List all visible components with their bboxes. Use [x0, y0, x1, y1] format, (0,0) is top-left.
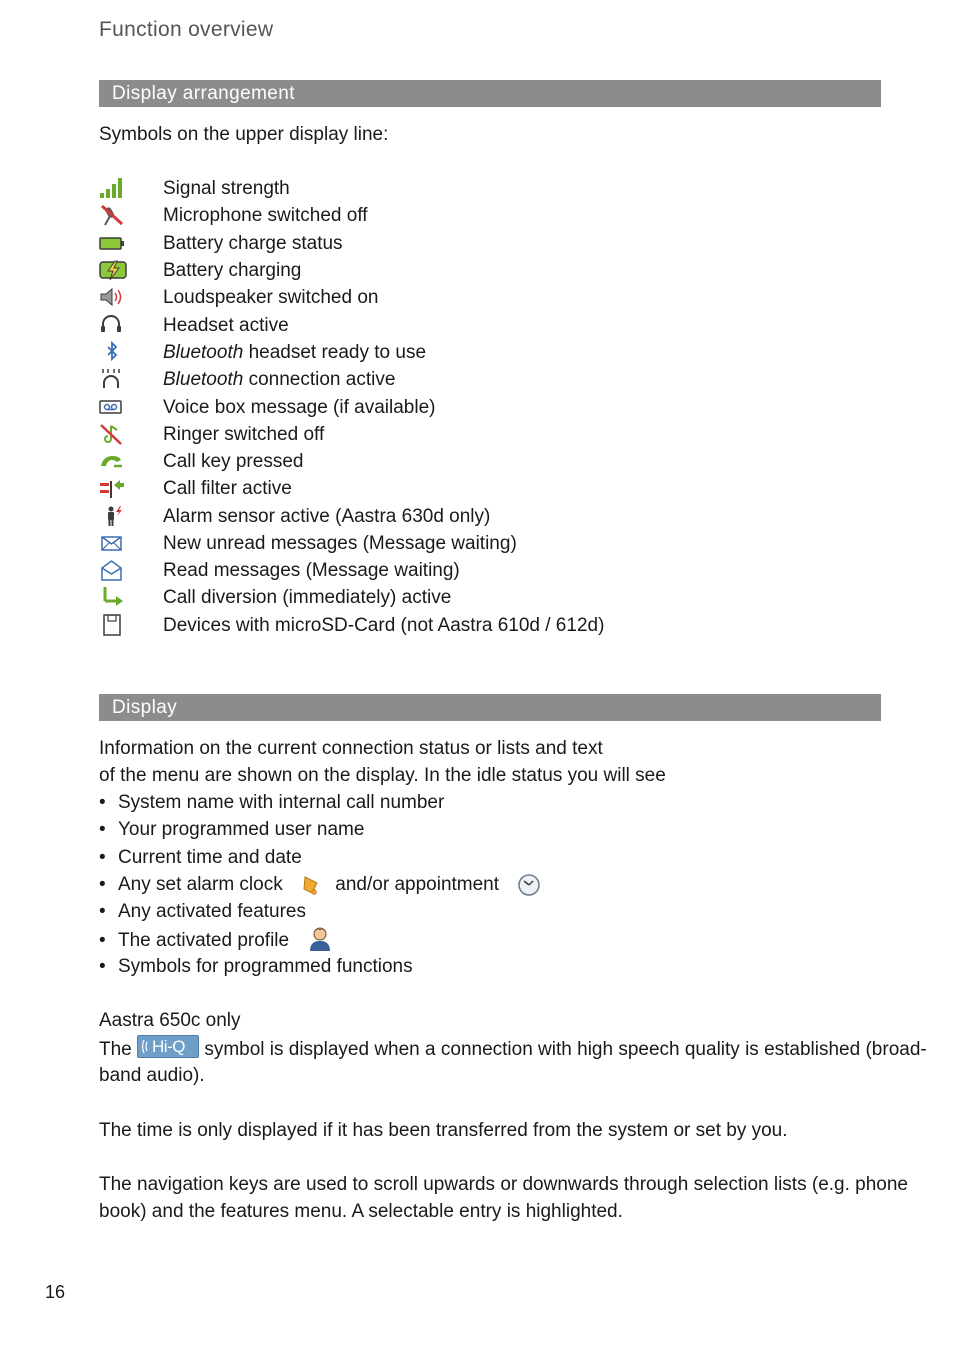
- section-header-display-arrangement: Display arrangement: [99, 80, 881, 107]
- symbol-label: Battery charge status: [163, 233, 343, 254]
- aastra-650c-note: Aastra 650c only: [99, 1010, 241, 1031]
- display-intro-line-2: of the menu are shown on the display. In the idle status you will see: [99, 765, 666, 786]
- symbol-row: [99, 202, 699, 229]
- bullet-dot: •: [99, 819, 106, 840]
- symbol-label: Loudspeaker switched on: [163, 287, 379, 308]
- bullet-text: Your programmed user name: [118, 819, 365, 840]
- bullet-item: [99, 871, 542, 898]
- loudspeaker-icon: [99, 286, 125, 308]
- symbol-row: [99, 503, 699, 530]
- bluetooth-italic: Bluetooth: [163, 342, 244, 363]
- symbol-label: Call diversion (immediately) active: [163, 587, 452, 608]
- navigation-note-line-1: The navigation keys are used to scroll upwards or downwards through selection lists (e.g. phone: [99, 1174, 908, 1195]
- alarm-connector-text: and/or appointment: [335, 874, 500, 895]
- bullet-item: [99, 926, 332, 954]
- hiq-sentence-line-1: [99, 1035, 927, 1063]
- bullet-dot: •: [99, 930, 106, 951]
- symbol-row: [99, 421, 699, 448]
- symbol-label: Alarm sensor active (Aastra 630d only): [163, 506, 491, 527]
- hiq-after-text: symbol is displayed when a connection with high speech quality is established (broad-: [204, 1039, 927, 1060]
- symbol-label: Battery charging: [163, 260, 302, 281]
- hiq-label: Hi-Q: [152, 1037, 185, 1056]
- bullet-text: System name with internal call number: [118, 792, 445, 813]
- symbol-label: Headset active: [163, 315, 289, 336]
- symbol-label-rest: headset ready to use: [243, 342, 427, 363]
- bluetooth-connection-icon: [99, 368, 125, 390]
- symbols-intro: Symbols on the upper display line:: [99, 124, 389, 145]
- bullet-text: Current time and date: [118, 847, 302, 868]
- symbol-label: Call filter active: [163, 478, 292, 499]
- time-note: The time is only displayed if it has been transferred from the system or set by you.: [99, 1120, 788, 1141]
- symbol-row: [99, 394, 699, 421]
- bullet-text: Any set alarm clock: [118, 874, 283, 895]
- symbol-label: Devices with microSD-Card (not Aastra 610d / 612d): [163, 615, 605, 636]
- voicebox-icon: [99, 396, 125, 418]
- symbol-row: [99, 612, 699, 639]
- symbol-row: [99, 312, 699, 339]
- symbol-label: [163, 366, 395, 393]
- bullet-dot: •: [99, 847, 106, 868]
- bullet-text: The activated profile: [118, 930, 290, 951]
- bullet-item: [99, 953, 413, 980]
- bullet-dot: •: [99, 874, 106, 895]
- symbol-label: Voice box message (if available): [163, 397, 436, 418]
- symbol-label-rest: connection active: [243, 369, 396, 390]
- symbol-row: [99, 257, 699, 284]
- envelope-unread-icon: [99, 532, 125, 554]
- hiq-sentence-line-2: band audio).: [99, 1065, 205, 1086]
- bullet-text: Any activated features: [118, 901, 306, 922]
- ringer-off-icon: [99, 423, 125, 445]
- running-head: Function overview: [99, 18, 274, 41]
- symbol-row: [99, 475, 699, 502]
- symbol-row: [99, 339, 699, 366]
- symbol-row: [99, 284, 699, 311]
- symbol-label: Microphone switched off: [163, 205, 368, 226]
- bullet-dot: •: [99, 956, 106, 977]
- navigation-note-line-2: book) and the features menu. A selectable entry is highlighted.: [99, 1201, 623, 1222]
- bullet-item: [99, 789, 444, 816]
- bluetooth-icon: [99, 341, 125, 363]
- symbol-row: [99, 366, 699, 393]
- battery-charging-icon: [99, 259, 129, 281]
- bullet-dot: •: [99, 792, 106, 813]
- appointment-clock-icon: [516, 873, 542, 897]
- battery-icon: [99, 232, 125, 254]
- alarm-sensor-icon: [99, 505, 125, 527]
- symbol-row: [99, 557, 699, 584]
- bluetooth-italic: Bluetooth: [163, 369, 244, 390]
- bullet-text: Symbols for programmed functions: [118, 956, 413, 977]
- symbol-row: [99, 175, 699, 202]
- call-key-icon: [99, 450, 125, 472]
- bullet-dot: •: [99, 901, 106, 922]
- symbol-row: [99, 230, 699, 257]
- section-header-display: Display: [99, 694, 881, 721]
- profile-icon: [308, 926, 332, 952]
- symbol-label: Ringer switched off: [163, 424, 325, 445]
- symbol-label: Signal strength: [163, 178, 290, 199]
- symbol-label: Call key pressed: [163, 451, 304, 472]
- microphone-off-icon: [99, 204, 125, 226]
- symbol-label: New unread messages (Message waiting): [163, 533, 517, 554]
- bullet-item: [99, 844, 302, 871]
- call-diversion-icon: [99, 586, 125, 608]
- hiq-icon: [137, 1035, 199, 1058]
- symbol-label: Read messages (Message waiting): [163, 560, 460, 581]
- hiq-before-text: The: [99, 1039, 132, 1060]
- symbol-row: [99, 530, 699, 557]
- signal-strength-icon: [99, 177, 125, 199]
- page-number: 16: [45, 1282, 66, 1302]
- display-intro-line-1: Information on the current connection status or lists and text: [99, 738, 603, 759]
- microsd-card-icon: [99, 614, 125, 636]
- bullet-item: [99, 816, 364, 843]
- symbol-label: [163, 339, 426, 366]
- call-filter-icon: [99, 477, 125, 499]
- symbol-row: [99, 448, 699, 475]
- bullet-item: [99, 898, 306, 925]
- headset-icon: [99, 314, 125, 336]
- envelope-read-icon: [99, 559, 125, 581]
- alarm-clock-icon: [300, 874, 322, 896]
- symbol-row: [99, 584, 699, 611]
